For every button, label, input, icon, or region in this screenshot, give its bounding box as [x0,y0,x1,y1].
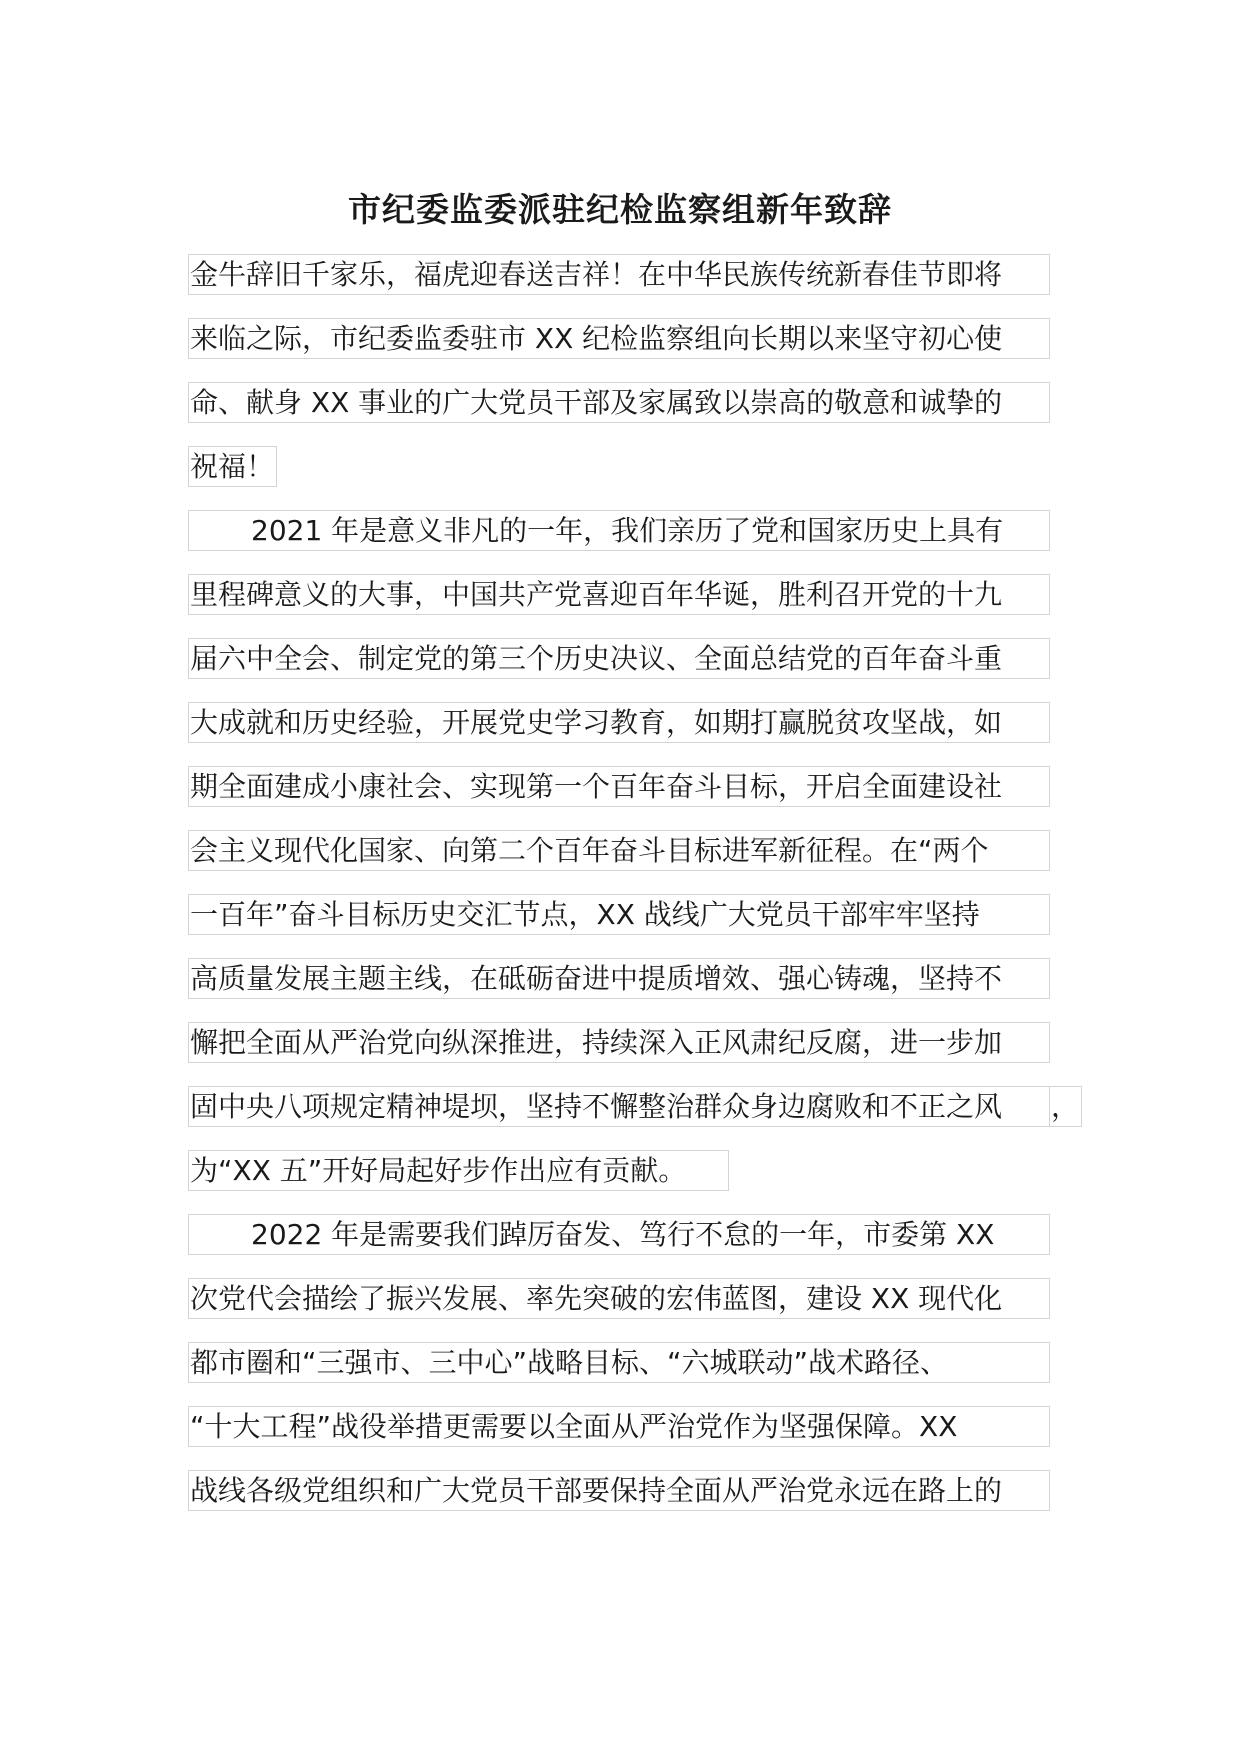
text-line: 命、献身 XX 事业的广大党员干部及家属致以崇高的敬意和诚挚的 [188,382,1050,423]
text-line: 一百年”奋斗目标历史交汇节点，XX 战线广大党员干部牢牢坚持 [188,894,1050,935]
text-line-overflow: ， [1050,1086,1082,1127]
page-title: 市纪委监委派驻纪检监察组新年致辞 [348,190,892,229]
text-line: 为“XX 五”开好局起好步作出应有贡献。 [188,1150,729,1191]
text-line: 来临之际，市纪委监委驻市 XX 纪检监察组向长期以来坚守初心使 [188,318,1050,359]
text-line: 会主义现代化国家、向第二个百年奋斗目标进军新征程。在“两个 [188,830,1050,871]
text-line: 里程碑意义的大事，中国共产党喜迎百年华诞，胜利召开党的十九 [188,574,1050,615]
text-line: 懈把全面从严治党向纵深推进，持续深入正风肃纪反腐，进一步加 [188,1022,1050,1063]
text-line: 2022 年是需要我们踔厉奋发、笃行不怠的一年，市委第 XX [188,1214,1050,1255]
text-line: 祝福！ [188,446,277,487]
text-line: 期全面建成小康社会、实现第一个百年奋斗目标，开启全面建设社 [188,766,1050,807]
text-line: 都市圈和“三强市、三中心”战略目标、“六城联动”战术路径、 [188,1342,1050,1383]
text-line: 次党代会描绘了振兴发展、率先突破的宏伟蓝图，建设 XX 现代化 [188,1278,1050,1319]
text-line: 金牛辞旧千家乐，福虎迎春送吉祥！在中华民族传统新春佳节即将 [188,254,1050,295]
text-line: 届六中全会、制定党的第三个历史决议、全面总结党的百年奋斗重 [188,638,1050,679]
text-line: 固中央八项规定精神堤坝，坚持不懈整治群众身边腐败和不正之风 [188,1086,1050,1127]
text-line: 高质量发展主题主线，在砥砺奋进中提质增效、强心铸魂，坚持不 [188,958,1050,999]
text-line: “十大工程”战役举措更需要以全面从严治党作为坚强保障。XX [188,1406,1050,1447]
text-line: 大成就和历史经验，开展党史学习教育，如期打赢脱贫攻坚战，如 [188,702,1050,743]
text-line: 战线各级党组织和广大党员干部要保持全面从严治党永远在路上的 [188,1470,1050,1511]
text-line: 2021 年是意义非凡的一年，我们亲历了党和国家历史上具有 [188,510,1050,551]
